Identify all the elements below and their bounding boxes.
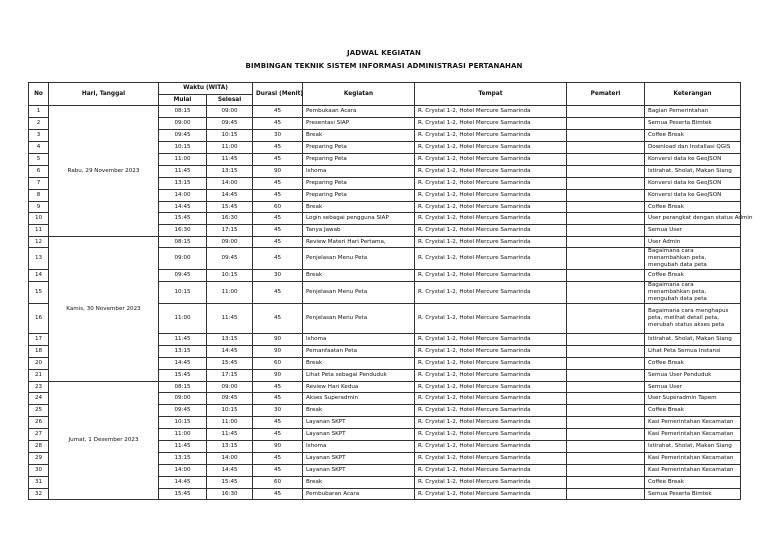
cell-tempat: R. Crystal 1-2, Hotel Mercure Samarinda: [415, 334, 567, 346]
cell-pemateri: [567, 213, 645, 225]
cell-pemateri: [567, 304, 645, 334]
cell-pemateri: [567, 417, 645, 429]
cell-selesai: 14:45: [207, 190, 253, 202]
cell-keterangan: Istirahat, Sholat, Makan Siang: [645, 166, 741, 178]
cell-pemateri: [567, 453, 645, 465]
header-pemateri: Pemateri: [567, 83, 645, 106]
cell-durasi: 45: [253, 154, 303, 166]
cell-keterangan: Bagaimana cara menambahkan peta, mengubah data peta: [645, 282, 741, 304]
cell-durasi: 45: [253, 429, 303, 441]
cell-selesai: 11:45: [207, 304, 253, 334]
cell-tempat: R. Crystal 1-2, Hotel Mercure Samarinda: [415, 346, 567, 358]
cell-selesai: 09:00: [207, 382, 253, 393]
cell-selesai: 17:15: [207, 225, 253, 237]
cell-mulai: 09:45: [159, 405, 207, 417]
cell-selesai: 14:45: [207, 465, 253, 477]
cell-selesai: 14:45: [207, 346, 253, 358]
cell-no: 28: [29, 441, 49, 453]
cell-durasi: 45: [253, 417, 303, 429]
cell-keterangan: Coffee Break: [645, 270, 741, 282]
cell-kegiatan: Preparing Peta: [303, 142, 415, 154]
header-hari-tanggal: Hari, Tanggal: [49, 83, 159, 106]
cell-tempat: R. Crystal 1-2, Hotel Mercure Samarinda: [415, 370, 567, 382]
cell-hari-tanggal: Jumat, 1 Desember 2023: [49, 382, 159, 500]
cell-pemateri: [567, 489, 645, 500]
table-body: [29, 106, 753, 500]
cell-mulai: 11:45: [159, 441, 207, 453]
cell-mulai: 08:15: [159, 382, 207, 393]
cell-kegiatan: Ishoma: [303, 441, 415, 453]
cell-tempat: R. Crystal 1-2, Hotel Mercure Samarinda: [415, 130, 567, 142]
cell-mulai: 14:45: [159, 477, 207, 489]
cell-selesai: 15:45: [207, 477, 253, 489]
cell-pemateri: [567, 202, 645, 213]
cell-kegiatan: Penjelasan Menu Peta: [303, 248, 415, 270]
cell-keterangan: Bagaimana cara menghapus peta, melihat detail peta, merubah status akses peta: [645, 304, 741, 334]
cell-pemateri: [567, 154, 645, 166]
cell-mulai: 09:45: [159, 130, 207, 142]
cell-pemateri: [567, 358, 645, 370]
cell-tempat: R. Crystal 1-2, Hotel Mercure Samarinda: [415, 282, 567, 304]
cell-no: 27: [29, 429, 49, 441]
cell-selesai: 13:15: [207, 441, 253, 453]
cell-tempat: R. Crystal 1-2, Hotel Mercure Samarinda: [415, 417, 567, 429]
cell-pemateri: [567, 142, 645, 154]
cell-selesai: 11:00: [207, 142, 253, 154]
cell-mulai: 09:00: [159, 393, 207, 405]
cell-selesai: 10:15: [207, 270, 253, 282]
cell-mulai: 11:00: [159, 429, 207, 441]
header-kegiatan: Kegiatan: [303, 83, 415, 106]
cell-keterangan: Coffee Break: [645, 405, 741, 417]
cell-pemateri: [567, 166, 645, 178]
cell-keterangan: Istirahat, Sholat, Makan Siang: [645, 334, 741, 346]
cell-tempat: R. Crystal 1-2, Hotel Mercure Samarinda: [415, 166, 567, 178]
cell-no: 25: [29, 405, 49, 417]
cell-pemateri: [567, 118, 645, 130]
cell-keterangan: Konversi data ke GeoJSON: [645, 178, 741, 190]
cell-no: 7: [29, 178, 49, 190]
cell-pemateri: [567, 334, 645, 346]
cell-kegiatan: Akses Superadmin: [303, 393, 415, 405]
cell-no: 4: [29, 142, 49, 154]
cell-selesai: 13:15: [207, 166, 253, 178]
cell-pemateri: [567, 405, 645, 417]
cell-no: 1: [29, 106, 49, 118]
cell-tempat: R. Crystal 1-2, Hotel Mercure Samarinda: [415, 225, 567, 237]
header-tempat: Tempat: [415, 83, 567, 106]
cell-tempat: R. Crystal 1-2, Hotel Mercure Samarinda: [415, 190, 567, 202]
cell-mulai: 15:45: [159, 370, 207, 382]
cell-no: 16: [29, 304, 49, 334]
cell-selesai: 09:45: [207, 393, 253, 405]
cell-keterangan: Semua User Penduduk: [645, 370, 741, 382]
cell-selesai: 11:45: [207, 429, 253, 441]
cell-no: 32: [29, 489, 49, 500]
table-row: [29, 106, 741, 118]
header-mulai: Mulai: [159, 95, 207, 106]
cell-tempat: R. Crystal 1-2, Hotel Mercure Samarinda: [415, 178, 567, 190]
cell-tempat: R. Crystal 1-2, Hotel Mercure Samarinda: [415, 453, 567, 465]
cell-keterangan: User perangkat dengan status Admin: [645, 213, 741, 225]
cell-durasi: 45: [253, 382, 303, 393]
cell-keterangan: Semua User: [645, 225, 741, 237]
cell-durasi: 90: [253, 166, 303, 178]
cell-keterangan: Konversi data ke GeoJSON: [645, 190, 741, 202]
cell-kegiatan: Penjelasan Menu Peta: [303, 304, 415, 334]
cell-keterangan: Coffee Break: [645, 202, 741, 213]
cell-pemateri: [567, 282, 645, 304]
cell-mulai: 15:45: [159, 213, 207, 225]
cell-no: 15: [29, 282, 49, 304]
cell-durasi: 45: [253, 282, 303, 304]
cell-selesai: 10:15: [207, 130, 253, 142]
cell-tempat: R. Crystal 1-2, Hotel Mercure Samarinda: [415, 429, 567, 441]
cell-kegiatan: Preparing Peta: [303, 190, 415, 202]
cell-pemateri: [567, 106, 645, 118]
cell-kegiatan: Review Hari Kedua: [303, 382, 415, 393]
cell-no: 24: [29, 393, 49, 405]
cell-selesai: 09:45: [207, 248, 253, 270]
cell-kegiatan: Pembukaan Acara: [303, 106, 415, 118]
cell-tempat: R. Crystal 1-2, Hotel Mercure Samarinda: [415, 237, 567, 248]
cell-keterangan: Konversi data ke GeoJSON: [645, 154, 741, 166]
cell-selesai: 13:15: [207, 334, 253, 346]
cell-pemateri: [567, 441, 645, 453]
cell-mulai: 09:00: [159, 118, 207, 130]
cell-selesai: 09:00: [207, 237, 253, 248]
cell-no: 14: [29, 270, 49, 282]
cell-tempat: R. Crystal 1-2, Hotel Mercure Samarinda: [415, 118, 567, 130]
cell-tempat: R. Crystal 1-2, Hotel Mercure Samarinda: [415, 213, 567, 225]
cell-selesai: 09:00: [207, 106, 253, 118]
cell-no: 21: [29, 370, 49, 382]
cell-kegiatan: Ishoma: [303, 166, 415, 178]
cell-selesai: 15:45: [207, 358, 253, 370]
cell-keterangan: Coffee Break: [645, 130, 741, 142]
cell-durasi: 45: [253, 489, 303, 500]
cell-mulai: 11:45: [159, 166, 207, 178]
cell-durasi: 30: [253, 270, 303, 282]
cell-durasi: 45: [253, 393, 303, 405]
cell-mulai: 10:15: [159, 282, 207, 304]
cell-durasi: 45: [253, 465, 303, 477]
cell-keterangan: Kasi Pemerintahan Kecamatan: [645, 453, 741, 465]
cell-tempat: R. Crystal 1-2, Hotel Mercure Samarinda: [415, 270, 567, 282]
cell-kegiatan: Preparing Peta: [303, 178, 415, 190]
cell-no: 13: [29, 248, 49, 270]
cell-kegiatan: Login sebagai pengguna SIAP: [303, 213, 415, 225]
cell-durasi: 60: [253, 477, 303, 489]
cell-selesai: 11:45: [207, 154, 253, 166]
cell-keterangan: Semua User: [645, 382, 741, 393]
cell-selesai: 16:30: [207, 489, 253, 500]
cell-durasi: 60: [253, 358, 303, 370]
cell-mulai: 10:15: [159, 142, 207, 154]
cell-pemateri: [567, 130, 645, 142]
cell-keterangan: User Admin: [645, 237, 741, 248]
cell-keterangan: Kasi Pemerintahan Kecamatan: [645, 465, 741, 477]
cell-mulai: 08:15: [159, 237, 207, 248]
cell-selesai: 14:00: [207, 178, 253, 190]
cell-no: 5: [29, 154, 49, 166]
cell-durasi: 90: [253, 441, 303, 453]
cell-keterangan: Coffee Break: [645, 477, 741, 489]
cell-tempat: R. Crystal 1-2, Hotel Mercure Samarinda: [415, 304, 567, 334]
cell-mulai: 09:45: [159, 270, 207, 282]
cell-pemateri: [567, 370, 645, 382]
cell-no: 3: [29, 130, 49, 142]
cell-tempat: R. Crystal 1-2, Hotel Mercure Samarinda: [415, 106, 567, 118]
cell-mulai: 16:30: [159, 225, 207, 237]
cell-pemateri: [567, 429, 645, 441]
cell-no: 6: [29, 166, 49, 178]
cell-selesai: 11:00: [207, 282, 253, 304]
cell-kegiatan: Break: [303, 130, 415, 142]
cell-keterangan: Semua Peserta Bimtek: [645, 118, 741, 130]
cell-durasi: 45: [253, 178, 303, 190]
cell-tempat: R. Crystal 1-2, Hotel Mercure Samarinda: [415, 202, 567, 213]
cell-pemateri: [567, 346, 645, 358]
cell-keterangan: Coffee Break: [645, 358, 741, 370]
cell-kegiatan: Lihat Peta sebagai Penduduk: [303, 370, 415, 382]
cell-no: 10: [29, 213, 49, 225]
schedule-table: [28, 82, 753, 500]
cell-kegiatan: Layanan SKPT: [303, 417, 415, 429]
cell-pemateri: [567, 382, 645, 393]
cell-kegiatan: Break: [303, 477, 415, 489]
header-durasi: Durasi (Menit): [253, 83, 303, 106]
header-no: No: [29, 83, 49, 106]
cell-kegiatan: Break: [303, 405, 415, 417]
cell-durasi: 90: [253, 370, 303, 382]
cell-selesai: 10:15: [207, 405, 253, 417]
cell-hari-tanggal: Rabu, 29 November 2023: [49, 106, 159, 237]
cell-no: 26: [29, 417, 49, 429]
cell-mulai: 14:00: [159, 465, 207, 477]
cell-selesai: 17:15: [207, 370, 253, 382]
document-subtitle: BIMBINGAN TEKNIK SISTEM INFORMASI ADMINISTRASI PERTANAHAN: [245, 62, 523, 70]
cell-durasi: 30: [253, 130, 303, 142]
cell-selesai: 15:45: [207, 202, 253, 213]
cell-no: 30: [29, 465, 49, 477]
cell-mulai: 11:00: [159, 154, 207, 166]
cell-keterangan: Semua Peserta Bimtek: [645, 489, 741, 500]
cell-mulai: 13:15: [159, 346, 207, 358]
cell-pemateri: [567, 393, 645, 405]
table-row: [29, 382, 741, 393]
cell-no: 23: [29, 382, 49, 393]
cell-mulai: 11:45: [159, 334, 207, 346]
cell-durasi: 60: [253, 202, 303, 213]
cell-tempat: R. Crystal 1-2, Hotel Mercure Samarinda: [415, 248, 567, 270]
cell-mulai: 13:15: [159, 453, 207, 465]
cell-kegiatan: Tanya Jawab: [303, 225, 415, 237]
cell-durasi: 90: [253, 334, 303, 346]
cell-mulai: 09:00: [159, 248, 207, 270]
cell-no: 31: [29, 477, 49, 489]
cell-durasi: 45: [253, 118, 303, 130]
cell-keterangan: Kasi Pemerintahan Kecamatan: [645, 429, 741, 441]
cell-no: 18: [29, 346, 49, 358]
cell-no: 29: [29, 453, 49, 465]
cell-keterangan: User Superadmin Tapem: [645, 393, 741, 405]
cell-durasi: 45: [253, 453, 303, 465]
cell-pemateri: [567, 248, 645, 270]
cell-no: 11: [29, 225, 49, 237]
cell-durasi: 45: [253, 248, 303, 270]
cell-mulai: 15:45: [159, 489, 207, 500]
cell-durasi: 45: [253, 213, 303, 225]
cell-no: 20: [29, 358, 49, 370]
table-header: [29, 83, 741, 106]
cell-tempat: R. Crystal 1-2, Hotel Mercure Samarinda: [415, 489, 567, 500]
cell-kegiatan: Preparing Peta: [303, 154, 415, 166]
cell-no: 17: [29, 334, 49, 346]
cell-hari-tanggal: Kamis, 30 November 2023: [49, 237, 159, 382]
cell-mulai: 14:45: [159, 358, 207, 370]
cell-keterangan: Kasi Pemerintahan Kecamatan: [645, 417, 741, 429]
cell-tempat: R. Crystal 1-2, Hotel Mercure Samarinda: [415, 465, 567, 477]
cell-tempat: R. Crystal 1-2, Hotel Mercure Samarinda: [415, 142, 567, 154]
cell-durasi: 45: [253, 304, 303, 334]
cell-keterangan: Istirahat, Sholat, Makan Siang: [645, 441, 741, 453]
cell-mulai: 11:00: [159, 304, 207, 334]
cell-kegiatan: Layanan SKPT: [303, 429, 415, 441]
cell-durasi: 45: [253, 106, 303, 118]
cell-pemateri: [567, 225, 645, 237]
cell-durasi: 30: [253, 405, 303, 417]
header-keterangan: Keterangan: [645, 83, 741, 106]
cell-mulai: 14:00: [159, 190, 207, 202]
cell-tempat: R. Crystal 1-2, Hotel Mercure Samarinda: [415, 477, 567, 489]
cell-kegiatan: Pemanfaatan Peta: [303, 346, 415, 358]
cell-selesai: 16:30: [207, 213, 253, 225]
cell-tempat: R. Crystal 1-2, Hotel Mercure Samarinda: [415, 382, 567, 393]
cell-pemateri: [567, 190, 645, 202]
cell-mulai: 08:15: [159, 106, 207, 118]
cell-no: 2: [29, 118, 49, 130]
cell-durasi: 90: [253, 346, 303, 358]
cell-tempat: R. Crystal 1-2, Hotel Mercure Samarinda: [415, 154, 567, 166]
cell-mulai: 13:15: [159, 178, 207, 190]
cell-no: 9: [29, 202, 49, 213]
cell-kegiatan: Ishoma: [303, 334, 415, 346]
cell-tempat: R. Crystal 1-2, Hotel Mercure Samarinda: [415, 393, 567, 405]
cell-durasi: 45: [253, 142, 303, 154]
cell-keterangan: Bagaimana cara menambahkan peta, mengubah data peta: [645, 248, 741, 270]
cell-keterangan: Bagian Pemerintahan: [645, 106, 741, 118]
cell-durasi: 45: [253, 190, 303, 202]
document-title: JADWAL KEGIATAN: [347, 49, 421, 57]
cell-tempat: R. Crystal 1-2, Hotel Mercure Samarinda: [415, 358, 567, 370]
cell-no: 12: [29, 237, 49, 248]
cell-kegiatan: Break: [303, 202, 415, 213]
cell-kegiatan: Presentasi SIAP: [303, 118, 415, 130]
cell-pemateri: [567, 477, 645, 489]
cell-kegiatan: Review Materi Hari Pertama,: [303, 237, 415, 248]
cell-keterangan: Download dan Installasi QGIS: [645, 142, 741, 154]
cell-kegiatan: Break: [303, 358, 415, 370]
cell-no: 8: [29, 190, 49, 202]
cell-pemateri: [567, 178, 645, 190]
cell-mulai: 10:15: [159, 417, 207, 429]
cell-kegiatan: Pembubaran Acara: [303, 489, 415, 500]
cell-pemateri: [567, 465, 645, 477]
cell-tempat: R. Crystal 1-2, Hotel Mercure Samarinda: [415, 405, 567, 417]
cell-kegiatan: Penjelasan Menu Peta: [303, 282, 415, 304]
cell-kegiatan: Layanan SKPT: [303, 465, 415, 477]
header-selesai: Selesai: [207, 95, 253, 106]
cell-selesai: 11:00: [207, 417, 253, 429]
cell-kegiatan: Break: [303, 270, 415, 282]
cell-selesai: 09:45: [207, 118, 253, 130]
table-row: [29, 237, 741, 248]
cell-pemateri: [567, 237, 645, 248]
cell-keterangan: Lihat Peta Semua Instansi: [645, 346, 741, 358]
cell-pemateri: [567, 270, 645, 282]
header-waktu: Waktu (WITA): [159, 83, 253, 95]
cell-mulai: 14:45: [159, 202, 207, 213]
cell-durasi: 45: [253, 225, 303, 237]
cell-kegiatan: Layanan SKPT: [303, 453, 415, 465]
cell-selesai: 14:00: [207, 453, 253, 465]
cell-tempat: R. Crystal 1-2, Hotel Mercure Samarinda: [415, 441, 567, 453]
cell-durasi: 45: [253, 237, 303, 248]
